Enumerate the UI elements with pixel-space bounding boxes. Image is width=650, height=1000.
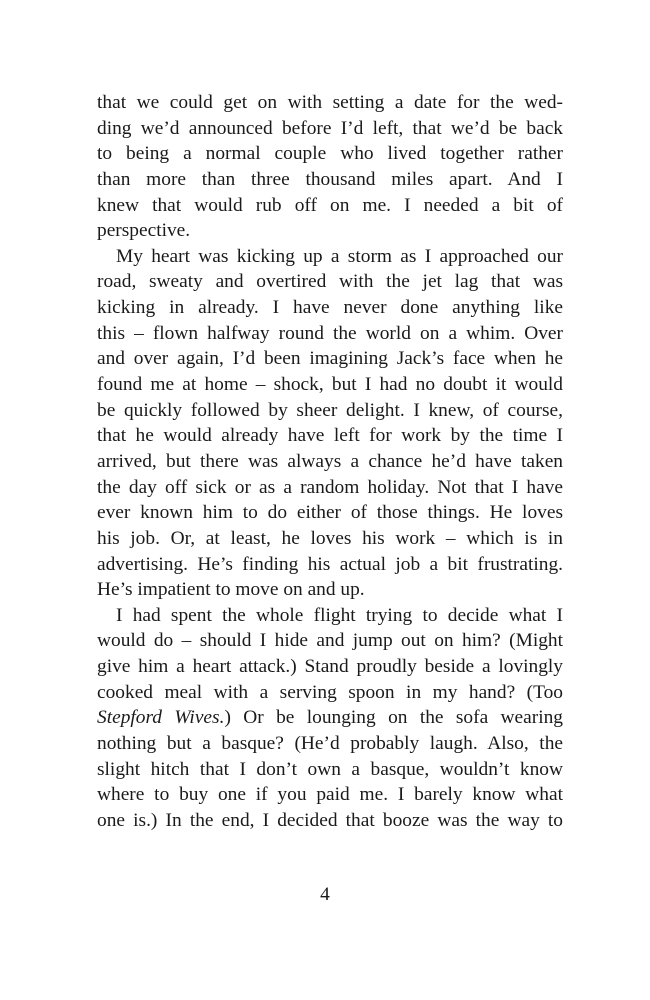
text-line: be quickly followed by sheer delight. I knew, of course, xyxy=(97,399,563,421)
text-line: ding we’d announced before I’d left, that we’d be back xyxy=(97,117,563,139)
text-line: that he would already have left for work by the time I xyxy=(97,425,563,447)
text-line: cooked meal with a serving spoon in my hand? (Too xyxy=(97,681,563,703)
text-line: give him a heart attack.) Stand proudly beside a lovingly xyxy=(97,656,563,678)
text-line: the day off sick or as a random holiday. Not that I have xyxy=(97,476,563,498)
text-line: kicking in already. I have never done anything like xyxy=(97,297,563,319)
text-line-with-italic xyxy=(97,705,563,731)
text-line: this – flown halfway round the world on a whim. Over xyxy=(97,322,563,344)
text-line: where to buy one if you paid me. I barely know what xyxy=(97,784,563,806)
text-line: road, sweaty and overtired with the jet lag that was xyxy=(97,271,563,293)
text-line: than more than three thousand miles apart. And I xyxy=(97,168,563,190)
italic-title: Stepford Wives. xyxy=(97,707,225,729)
body-text xyxy=(97,90,563,834)
text-line: slight hitch that I don’t own a basque, wouldn’t know xyxy=(97,758,563,780)
text-line: and over again, I’d been imagining Jack’s face when he xyxy=(97,348,563,370)
text-line: advertising. He’s finding his actual job a bit frustrating. xyxy=(97,553,563,575)
text-line: He’s impatient to move on and up. xyxy=(97,579,365,601)
text-line: I had spent the whole flight trying to decide what I xyxy=(116,604,563,626)
text-line: to being a normal couple who lived together rather xyxy=(97,143,563,165)
text-line: knew that would rub off on me. I needed a bit of xyxy=(97,194,563,216)
text-line: ever known him to do either of those things. He loves xyxy=(97,502,563,524)
text-line: arrived, but there was always a chance he’d have taken xyxy=(97,450,563,472)
text-line: his job. Or, at least, he loves his work – which is in xyxy=(97,527,563,549)
text-line: nothing but a basque? (He’d probably laugh. Also, the xyxy=(97,733,563,755)
text-line: would do – should I hide and jump out on him? (Might xyxy=(97,630,563,652)
line-remainder: ) Or be lounging on the sofa wearing xyxy=(224,707,563,729)
text-line: one is.) In the end, I decided that booze was the way to xyxy=(97,809,563,831)
text-line: that we could get on with setting a date for the wed- xyxy=(97,92,563,113)
text-line: found me at home – shock, but I had no doubt it would xyxy=(97,374,563,396)
text-line: My heart was kicking up a storm as I approached our xyxy=(116,245,563,267)
page-number: 4 xyxy=(320,884,330,905)
text-line: perspective. xyxy=(97,220,191,242)
